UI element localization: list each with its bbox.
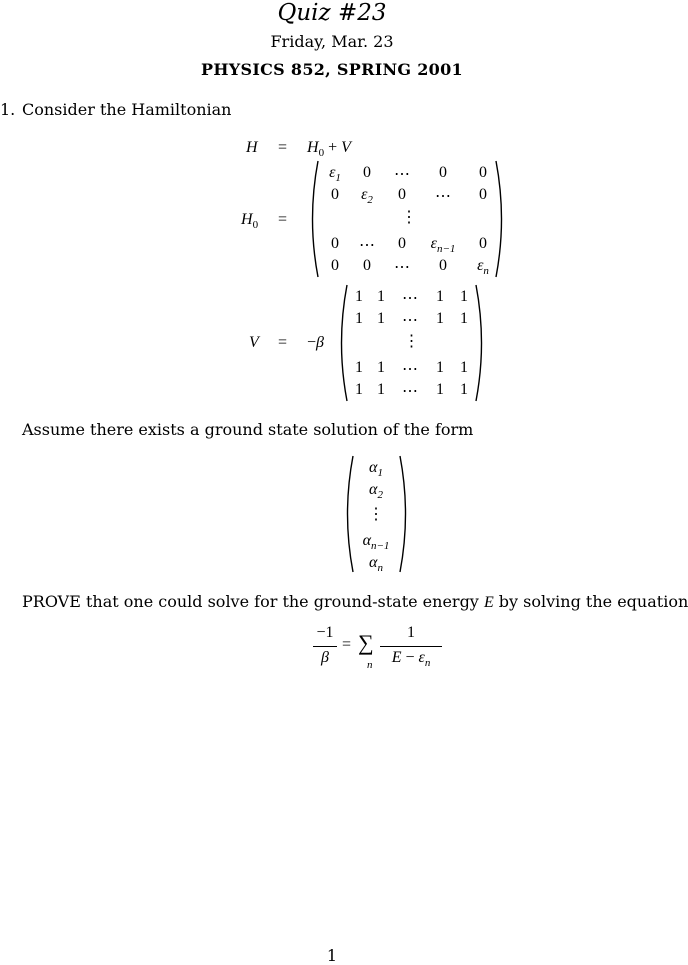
matrix-cell: $\varepsilon_1$ (329, 164, 341, 185)
matrix-cell: 1 (460, 288, 468, 305)
lhs-denominator: β (321, 649, 329, 666)
matrix-cell: 1 (436, 288, 444, 305)
matrix-cell: 1 (436, 359, 444, 376)
matrix-cell: ⋯ (359, 237, 375, 254)
V-right-paren (474, 284, 488, 402)
matrix-cell: 0 (331, 186, 339, 203)
matrix-cell: 1 (355, 288, 363, 305)
matrix-cell: 0 (479, 235, 487, 252)
quiz-title: Quiz #23 (277, 0, 387, 26)
vector-cell: $\alpha_1$ (369, 459, 383, 480)
sum-symbol: ∑ (358, 630, 374, 655)
H0-left-paren (306, 160, 320, 278)
eq-final-equals: = (342, 636, 352, 653)
alpha-left-paren (341, 455, 355, 573)
matrix-cell: 0 (398, 186, 406, 203)
matrix-cell: ⋯ (402, 290, 418, 307)
vector-cell: $\alpha_{n-1}$ (362, 532, 390, 553)
matrix-cell: ⋯ (394, 166, 410, 183)
sum-index: n (367, 659, 373, 671)
H0-right-paren (494, 160, 508, 278)
matrix-cell: $\varepsilon_{n-1}$ (430, 235, 456, 256)
matrix-cell: 0 (439, 257, 447, 274)
eq-H-rhs: $H_0 + V$ (307, 139, 351, 160)
rhs-denominator: $E - \varepsilon_n$ (391, 649, 431, 670)
eq-H-equals: = (278, 139, 288, 156)
matrix-cell: ⋯ (402, 361, 418, 378)
problem-number: 1. (0, 100, 16, 119)
matrix-cell: ⋯ (394, 259, 410, 276)
matrix-cell: 1 (377, 381, 385, 398)
matrix-cell: 0 (331, 235, 339, 252)
vector-cell: $\alpha_n$ (369, 554, 383, 575)
matrix-cell: 1 (355, 381, 363, 398)
eq-H0-equals: = (278, 211, 288, 228)
matrix-cell: 0 (479, 186, 487, 203)
assume-text: Assume there exists a ground state solution of the form (22, 420, 474, 439)
matrix-cell: 0 (479, 164, 487, 181)
eq-V-prefactor: −β (307, 334, 324, 351)
problem-intro: Consider the Hamiltonian (22, 100, 232, 119)
matrix-cell: ⋯ (435, 188, 451, 205)
matrix-vdots: ⋮ (401, 209, 417, 226)
quiz-date: Friday, Mar. 23 (270, 32, 394, 51)
matrix-cell: $\varepsilon_n$ (477, 257, 489, 278)
matrix-cell: 0 (331, 257, 339, 274)
rhs-numerator: 1 (407, 624, 415, 641)
final-equation (312, 624, 442, 674)
rhs-fraction-bar (380, 646, 442, 647)
matrix-cell: 0 (363, 257, 371, 274)
vector-cell: $\alpha_2$ (369, 481, 383, 502)
V-left-paren (335, 284, 349, 402)
matrix-cell: 1 (436, 310, 444, 327)
lhs-numerator: −1 (316, 624, 334, 641)
matrix-cell: 1 (436, 381, 444, 398)
prove-text: PROVE that one could solve for the ground-state energy E by solving the equation (22, 592, 688, 611)
alpha-right-paren (398, 455, 412, 573)
eq-V-equals: = (278, 334, 288, 351)
matrix-cell: 1 (460, 359, 468, 376)
page-number: 1 (326, 946, 338, 965)
matrix-cell: 0 (398, 235, 406, 252)
matrix-vdots: ⋮ (403, 333, 420, 350)
matrix-cell: 0 (439, 164, 447, 181)
eq-H-lhs: H (246, 139, 258, 156)
lhs-fraction-bar (313, 646, 337, 647)
matrix-cell: 1 (377, 359, 385, 376)
matrix-cell: $\varepsilon_2$ (361, 186, 373, 207)
matrix-cell: 1 (355, 310, 363, 327)
vector-vdots: ⋮ (368, 506, 384, 523)
eq-H0-lhs: $H_0$ (241, 211, 259, 232)
matrix-cell: 1 (355, 359, 363, 376)
matrix-cell: 1 (460, 310, 468, 327)
matrix-cell: ⋯ (402, 383, 418, 400)
matrix-cell: ⋯ (402, 312, 418, 329)
matrix-cell: 1 (377, 310, 385, 327)
matrix-cell: 0 (363, 164, 371, 181)
matrix-cell: 1 (460, 381, 468, 398)
course-title: PHYSICS 852, SPRING 2001 (201, 60, 463, 79)
matrix-cell: 1 (377, 288, 385, 305)
eq-V-lhs: V (249, 334, 259, 351)
